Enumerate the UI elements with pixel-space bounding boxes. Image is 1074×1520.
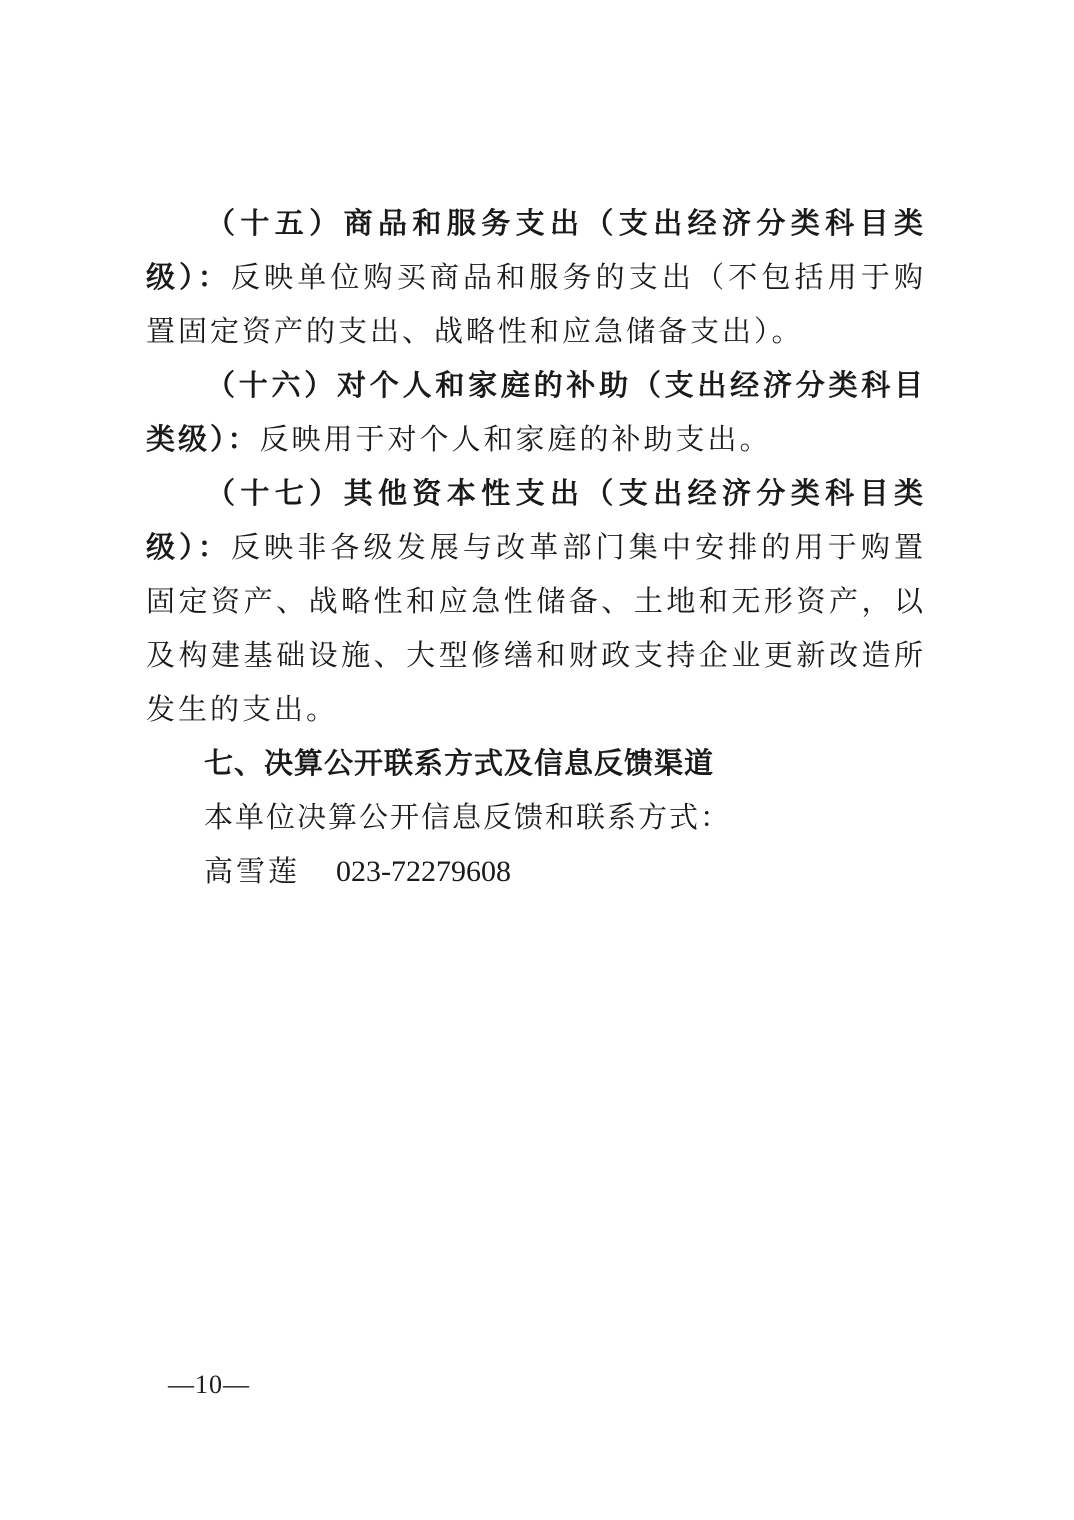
- item-17-lead: （十七）其他资本性支出（支出经济分类科目类级）：: [146, 476, 926, 564]
- item-15-lead: （十五）商品和服务支出（支出经济分类科目类级）：: [146, 206, 926, 294]
- contact-phone: 023-72279608: [336, 855, 512, 888]
- item-16-lead: （十六）对个人和家庭的补助（支出经济分类科目类级）：: [146, 368, 926, 456]
- page-number: —10—: [168, 1370, 250, 1399]
- item-15-body: 反映单位购买商品和服务的支出（不包括用于购置固定资产的支出、战略性和应急储备支出）。: [146, 260, 926, 348]
- contact-name: 高雪莲: [204, 854, 301, 888]
- item-16-body: 反映用于对个人和家庭的补助支出。: [259, 422, 772, 456]
- contact-intro: 本单位决算公开信息反馈和联系方式：: [204, 800, 732, 834]
- item-15-paragraph: [146, 196, 926, 358]
- item-16-paragraph: [146, 358, 926, 466]
- section-heading: 七、决算公开联系方式及信息反馈渠道: [204, 746, 715, 780]
- page-content: [146, 196, 926, 899]
- item-17-paragraph: [146, 466, 926, 736]
- item-17-body: 反映非各级发展与改革部门集中安排的用于购置固定资产、战略性和应急性储备、土地和无形资产，以及构建基础设施、大型修缮和财政支持企业更新改造所发生的支出。: [146, 530, 926, 726]
- contact-line: [146, 844, 926, 899]
